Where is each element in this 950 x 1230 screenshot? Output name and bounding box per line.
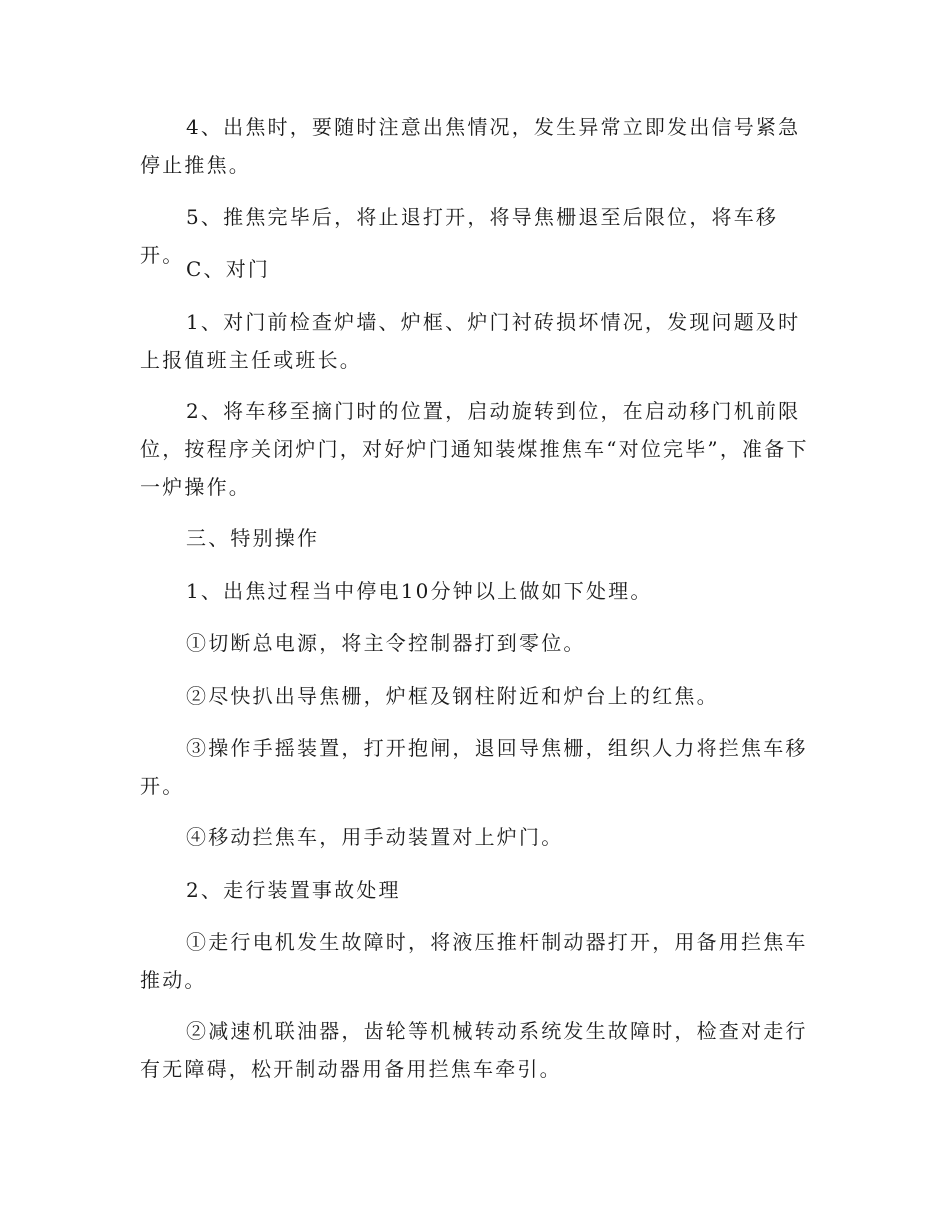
- paragraph-travel-item-1: ①走行电机发生故障时，将液压推杆制动器打开，用备用拦焦车推动。: [140, 930, 808, 992]
- paragraph-travel-device-fault: 2、走行装置事故处理: [186, 878, 401, 902]
- section-heading-c-door-alignment: C、对门: [186, 257, 271, 281]
- paragraph-door-step-1: 1、对门前检查炉墙、炉框、炉门衬砖损坏情况，发现问题及时上报值班主任或班长。: [140, 310, 801, 372]
- paragraph-outage-item-1: ①切断总电源，将主令控制器打到零位。: [186, 631, 586, 655]
- paragraph-travel-item-2: ②减速机联油器，齿轮等机械转动系统发生故障时，检查对走行有无障碍，松开制动器用备用拦焦车牵引。: [140, 1019, 808, 1081]
- paragraph-outage-item-4: ④移动拦焦车，用手动装置对上炉门。: [186, 825, 564, 849]
- paragraph-outage-item-2: ②尽快扒出导焦栅，炉框及钢柱附近和炉台上的红焦。: [186, 684, 719, 708]
- paragraph-power-outage: 1、出焦过程当中停电10分钟以上做如下处理。: [186, 579, 653, 603]
- paragraph-step-5-push-complete: 5、推焦完毕后，将止退打开，将导焦栅退至后限位，将车移开。: [140, 205, 779, 267]
- section-heading-special-operations: 三、特别操作: [186, 526, 320, 550]
- paragraph-step-4-coke-discharge: 4、出焦时，要随时注意出焦情况，发生异常立即发出信号紧急停止推焦。: [140, 115, 801, 177]
- paragraph-outage-item-3: ③操作手摇装置，打开抱闸，退回导焦栅，组织人力将拦焦车移开。: [140, 736, 808, 798]
- paragraph-door-step-2: 2、将车移至摘门时的位置，启动旋转到位，在启动移门机前限位，按程序关闭炉门，对好炉门通知装煤推焦车“对位完毕”，准备下一炉操作。: [140, 399, 809, 499]
